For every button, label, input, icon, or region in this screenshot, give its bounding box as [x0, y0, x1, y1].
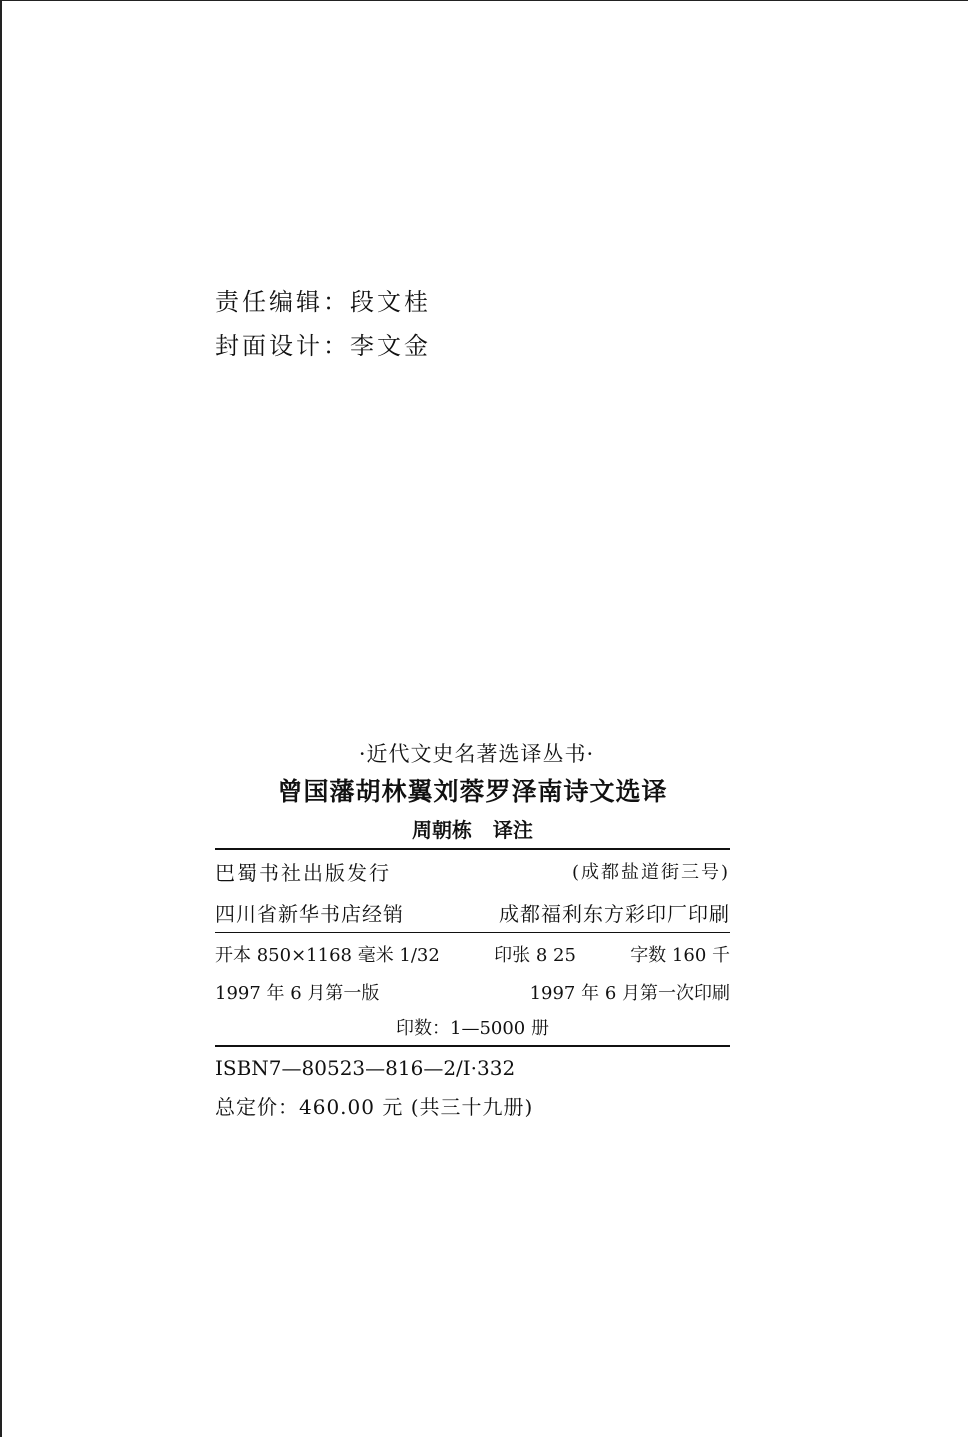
cover-designer: 封面设计：李文金 [215, 332, 431, 360]
total-price: 总定价：460.00 元 (共三十九册) [215, 1095, 534, 1119]
distributor: 四川省新华书店经销 [215, 901, 404, 926]
printing: 1997 年 6 月第一次印刷 [529, 983, 730, 1004]
edition: 1997 年 6 月第一版 [215, 983, 380, 1004]
edition-row [215, 975, 730, 1009]
printed-sheets: 印张 8 25 [494, 945, 576, 966]
copyright-info-block [215, 736, 730, 1127]
series-name: ·近代文史名著选译丛书· [358, 742, 595, 766]
book-title: 曾国藩胡林翼刘蓉罗泽南诗文选译 [277, 777, 668, 806]
publisher-address: (成都盐道街三号) [571, 862, 730, 883]
printer: 成都福利东方彩印厂印刷 [499, 901, 730, 926]
print-run-row [215, 1009, 730, 1045]
isbn: ISBN7—80523—816—2/I·332 [215, 1056, 516, 1080]
specs-row [215, 933, 730, 975]
distribution-row [215, 892, 730, 932]
translator-credit: 周朝栋 译注 [412, 818, 533, 842]
credits-block [215, 280, 431, 368]
word-count: 字数 160 千 [630, 945, 730, 966]
publisher: 巴蜀书社出版发行 [215, 860, 391, 885]
responsible-editor: 责任编辑：段文桂 [215, 288, 431, 316]
print-run: 印数：1—5000 册 [396, 1018, 549, 1039]
publisher-row [215, 850, 730, 892]
book-format: 开本 850×1168 毫米 1/32 [215, 945, 440, 966]
